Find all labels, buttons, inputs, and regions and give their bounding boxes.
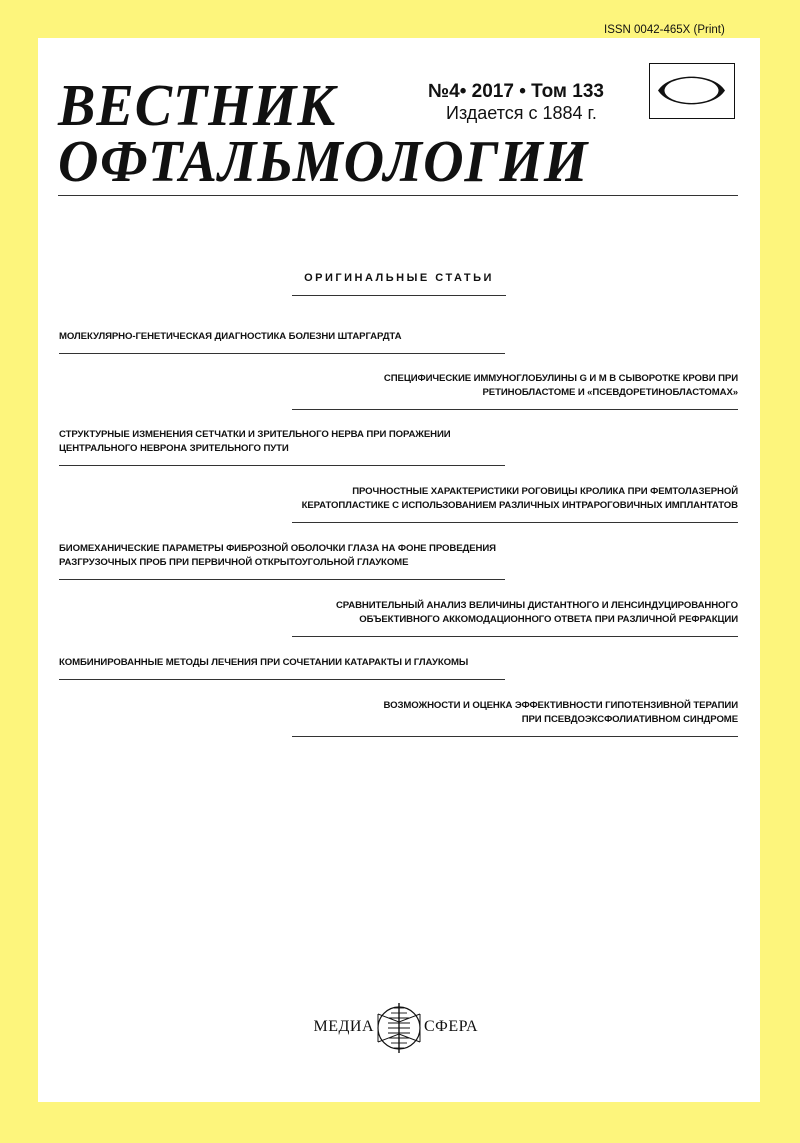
article-title-line: БИОМЕХАНИЧЕСКИЕ ПАРАМЕТРЫ ФИБРОЗНОЙ ОБОЛОЧКИ ГЛАЗА НА ФОНЕ ПРОВЕДЕНИЯ xyxy=(59,543,496,554)
article-divider xyxy=(292,409,738,410)
issn-print: ISSN 0042-465X (Print) xyxy=(604,24,725,36)
masthead-divider xyxy=(58,195,738,196)
article-divider xyxy=(292,636,738,637)
article-title-line: ПРОЧНОСТНЫЕ ХАРАКТЕРИСТИКИ РОГОВИЦЫ КРОЛИКА ПРИ ФЕМТОЛАЗЕРНОЙ xyxy=(352,486,738,497)
article-title-line: КЕРАТОПЛАСТИКЕ С ИСПОЛЬЗОВАНИЕМ РАЗЛИЧНЫХ ИНТРАРОГОВИЧНЫХ ИМПЛАНТАТОВ xyxy=(301,500,738,511)
article-divider xyxy=(59,679,505,680)
article-title-line: ЦЕНТРАЛЬНОГО НЕВРОНА ЗРИТЕЛЬНОГО ПУТИ xyxy=(59,443,289,454)
article-title-line: ПРИ ПСЕВДОЭКСФОЛИАТИВНОМ СИНДРОМЕ xyxy=(521,714,738,725)
article-divider xyxy=(59,353,505,354)
journal-title-line-2: ОФТАЛЬМОЛОГИИ xyxy=(58,128,589,195)
article-title-4 xyxy=(302,485,738,513)
article-title-3 xyxy=(59,428,451,456)
article-divider xyxy=(292,522,738,523)
article-title-line: РЕТИНОБЛАСТОМЕ И «ПСЕВДОРЕТИНОБЛАСТОМАХ» xyxy=(482,387,738,398)
article-title-5 xyxy=(59,542,496,570)
publisher-name-left: МЕДИА xyxy=(313,1018,374,1035)
eye-icon xyxy=(650,64,733,117)
article-title-8 xyxy=(384,699,738,727)
article-title-6 xyxy=(336,599,738,627)
publisher-logo xyxy=(38,998,760,1058)
issue-info: №4• 2017 • Том 133 xyxy=(428,81,604,102)
article-title-line: ОБЪЕКТИВНОГО АККОМОДАЦИОННОГО ОТВЕТА ПРИ РАЗЛИЧНОЙ РЕФРАКЦИИ xyxy=(359,614,738,625)
article-title-7 xyxy=(59,656,468,670)
article-divider xyxy=(292,736,738,737)
section-title: ОРИГИНАЛЬНЫЕ СТАТЬИ xyxy=(304,272,494,284)
article-title-line: СТРУКТУРНЫЕ ИЗМЕНЕНИЯ СЕТЧАТКИ И ЗРИТЕЛЬНОГО НЕРВА ПРИ ПОРАЖЕНИИ xyxy=(59,429,451,440)
article-title-line: РАЗГРУЗОЧНЫХ ПРОБ ПРИ ПЕРВИЧНОЙ ОТКРЫТОУГОЛЬНОЙ ГЛАУКОМЕ xyxy=(59,557,409,568)
article-divider xyxy=(59,579,505,580)
publisher-name-right: СФЕРА xyxy=(424,1018,478,1035)
article-title-line: СРАВНИТЕЛЬНЫЙ АНАЛИЗ ВЕЛИЧИНЫ ДИСТАНТНОГО И ЛЕНСИНДУЦИРОВАННОГО xyxy=(335,600,738,611)
article-title-line: ВОЗМОЖНОСТИ И ОЦЕНКА ЭФФЕКТИВНОСТИ ГИПОТЕНЗИВНОЙ ТЕРАПИИ xyxy=(383,700,738,711)
journal-logo xyxy=(649,63,735,119)
article-title-2 xyxy=(384,372,738,400)
article-title-line: МОЛЕКУЛЯРНО-ГЕНЕТИЧЕСКАЯ ДИАГНОСТИКА БОЛЕЗНИ ШТАРГАРДТА xyxy=(59,331,402,342)
globe-book-icon xyxy=(374,1000,424,1056)
article-title-line: СПЕЦИФИЧЕСКИЕ ИММУНОГЛОБУЛИНЫ G И M В СЫВОРОТКЕ КРОВИ ПРИ xyxy=(383,373,738,384)
section-divider xyxy=(292,295,506,296)
cover-page xyxy=(38,38,760,1102)
journal-title-line-1: ВЕСТНИК xyxy=(58,72,337,139)
article-title-1 xyxy=(59,330,401,344)
article-divider xyxy=(59,465,505,466)
article-title-line: КОМБИНИРОВАННЫЕ МЕТОДЫ ЛЕЧЕНИЯ ПРИ СОЧЕТАНИИ КАТАРАКТЫ И ГЛАУКОМЫ xyxy=(59,657,469,668)
founded-info: Издается с 1884 г. xyxy=(446,103,597,123)
